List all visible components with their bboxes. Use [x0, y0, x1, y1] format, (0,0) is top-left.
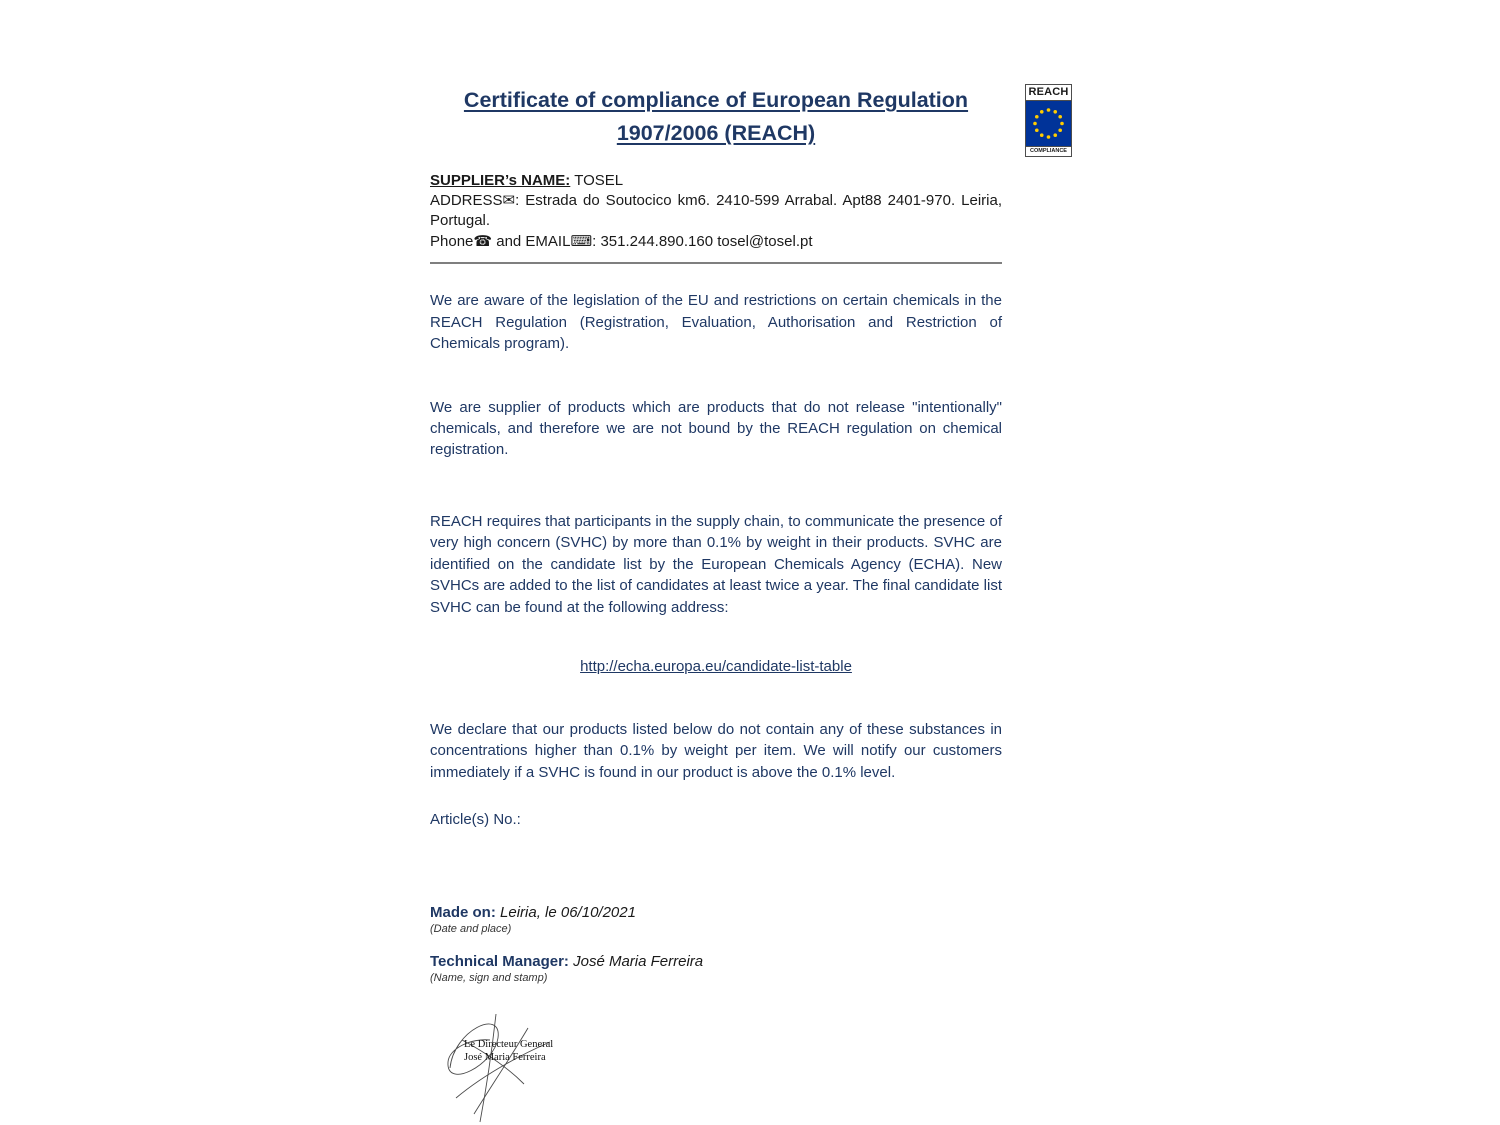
supplier-address-line: [430, 191, 1002, 232]
made-on-line: [430, 904, 1002, 921]
page-title: [430, 84, 1002, 151]
title-line-2: 1907/2006 (REACH): [616, 121, 816, 146]
reach-logo-title: REACH: [1026, 85, 1071, 101]
candidate-list-link-line: [430, 658, 1002, 675]
address-label: ADDRESS: [430, 192, 503, 210]
supplier-contact-line: [430, 232, 1002, 252]
supplier-block: [430, 171, 1002, 253]
eu-flag-icon: [1026, 101, 1071, 146]
email-label: and EMAIL: [492, 232, 571, 250]
technical-manager-label: Technical Manager:: [430, 953, 569, 971]
reach-logo-compliance-label: COMPLIANCE: [1026, 146, 1071, 156]
reach-compliance-logo: [1025, 84, 1072, 157]
paragraph-reach-requirements: REACH requires that participants in the supply chain, to communicate the presence of very high concern (SVHC) by more than 0.1% by weight in their products. SVHC are identified on the candidate list by the European Chemicals Agency (ECHA). New SVHCs are added to the list of candidates at least twice a year. The final candidate list SVHC can be found at the following address:: [430, 512, 1002, 616]
computer-icon: ⌨: [570, 232, 593, 250]
eu-stars-icon: [1026, 101, 1071, 146]
document-content: [430, 84, 1002, 1125]
supplier-name-value: TOSEL: [570, 171, 624, 189]
paragraph-supplier-statement: We are supplier of products which are products that do not release "intentionally" chemicals, and therefore we are not bound by the REACH regulation on chemical registration.: [430, 398, 1002, 459]
paragraph-awareness: We are aware of the legislation of the EU and restrictions on certain chemicals in the REACH Regulation (Registration, Evaluation, Authorisation and Restriction of Chemicals program).: [430, 292, 1002, 353]
supplier-name-label: SUPPLIER’s NAME:: [430, 171, 571, 189]
divider: [430, 262, 1002, 264]
articles-number-line: Article(s) No.:: [430, 811, 521, 829]
made-on-label: Made on:: [430, 904, 496, 922]
stamp-text: [464, 1038, 553, 1064]
technical-manager-value: José Maria Ferreira: [568, 953, 704, 971]
stamp-line-1: Le Directeur General: [464, 1039, 554, 1051]
date-place-note: (Date and place): [430, 923, 512, 936]
stamp-line-2: José Maria Ferreira: [464, 1052, 546, 1064]
envelope-icon: ✉: [502, 192, 516, 210]
address-value: : Estrada do Soutocico km6. 2410-599 Arrabal. Apt88 2401-970. Leiria, Portugal.: [430, 192, 1002, 230]
signature-scribble-icon: [432, 1010, 612, 1125]
paragraph-declaration: We declare that our products listed below do not contain any of these substances in concentrations higher than 0.1% by weight per item. We will notify our customers immediately if a SVHC is found in our product is above the 0.1% level.: [430, 721, 1002, 781]
technical-manager-line: [430, 953, 1002, 970]
made-on-value: Leiria, le 06/10/2021: [495, 904, 636, 922]
candidate-list-link[interactable]: http://echa.europa.eu/candidate-list-table: [580, 658, 852, 675]
phone-label: Phone: [430, 232, 474, 250]
name-sign-stamp-note: (Name, sign and stamp): [430, 972, 548, 985]
title-line-1: Certificate of compliance of European Regulation: [463, 88, 969, 112]
phone-icon: ☎: [473, 232, 493, 250]
supplier-name-line: [430, 171, 1002, 191]
signature-area: [432, 1010, 612, 1125]
contact-value: : 351.244.890.160 tosel@tosel.pt: [592, 232, 813, 250]
